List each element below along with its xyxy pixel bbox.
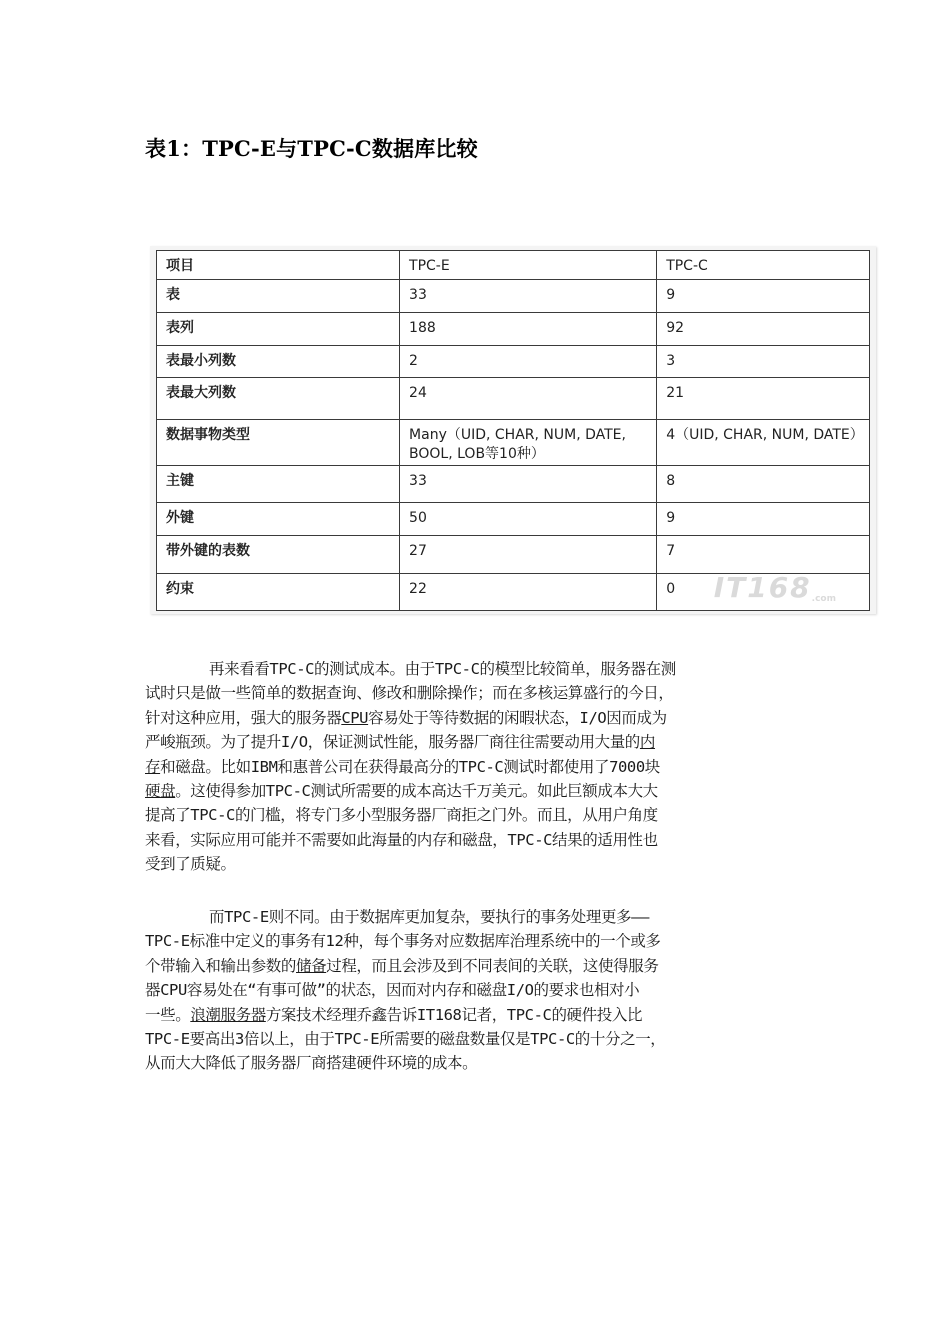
row-tpce-value: 188 [400,313,657,346]
row-tpcc-value: 0 [657,574,870,611]
row-tpcc-value: 9 [657,280,870,313]
link-cpu[interactable]: CPU [341,708,369,727]
row-tpce-value: 33 [400,466,657,503]
row-tpcc-value: 8 [657,466,870,503]
row-tpcc-value: 9 [657,503,870,536]
table-row [157,280,870,313]
link-hard-disk[interactable]: 硬盘 [145,782,176,801]
row-tpcc-value: 92 [657,313,870,346]
row-label: 表 [157,280,400,313]
table-row [157,378,870,420]
row-label: 表最小列数 [157,346,400,378]
link-memory-part1[interactable]: 内 [639,733,656,752]
row-tpcc-value: 4（UID, CHAR, NUM, DATE） [657,420,870,466]
comparison-table-image [150,246,876,614]
page-title: 表1：TPC-E与TPC-C数据库比较 [145,136,478,161]
table-header-row [157,251,870,280]
table-row [157,313,870,346]
row-tpce-value: 2 [400,346,657,378]
row-tpcc-value: 7 [657,536,870,574]
row-tpcc-value: 21 [657,378,870,420]
row-tpcc-value: 3 [657,346,870,378]
row-label: 约束 [157,574,400,611]
row-tpce-value: 33 [400,280,657,313]
header-cell-item: 项目 [157,251,400,280]
row-tpce-value: Many（UID, CHAR, NUM, DATE, BOOL, LOB等10种） [400,420,657,466]
it168-watermark-logo: IT168.com [713,571,836,604]
table-row [157,536,870,574]
row-label: 主键 [157,466,400,503]
row-tpce-value: 22 [400,574,657,611]
table-row [157,466,870,503]
row-label: 数据事物类型 [157,420,400,466]
link-stored-procedure[interactable]: 储备 [296,956,327,975]
table-row [157,346,870,378]
row-label: 表最大列数 [157,378,400,420]
row-label: 带外键的表数 [157,536,400,574]
comparison-table [156,250,870,611]
link-inspur-server[interactable]: 浪潮服务器 [190,1005,266,1024]
paragraph-tpcc-cost: 再来看看TPC-C的测试成本。由于TPC-C的模型比较简单，服务器在测 试时只是做一些简单的数据查询、修改和删除操作；而在多核运算盛行的今日， 针对这种应用，强大的服务器CPU容易处于等待数据的闲暇状态，I/O因而成为 严峻瓶颈。为了提升I/O，保证测试性能，服务器厂商往往需要动用大量的内 存和磁盘。比如IBM和惠普公司在获得最高分的TPC-C测试时都使用了7000块 硬盘。这使得参加TPC-C测试所需要的成本高达千万美元。如此巨额成本大大 提高了TPC-C的门槛，将专门多小型服务器厂商拒之门外。而且，从用户角度 来看，实际应用可能并不需要如此海量的内存和磁盘，TPC-C结果的适用性也 受到了质疑。 [145,660,676,874]
row-tpce-value: 24 [400,378,657,420]
table-row [157,420,870,466]
header-cell-tpce: TPC-E [400,251,657,280]
link-memory-part2[interactable]: 存 [145,757,161,776]
table-row [157,503,870,536]
paragraph-tpce-difference: 而TPC-E则不同。由于数据库更加复杂，要执行的事务处理更多—— TPC-E标准中定义的事务有12种，每个事务对应数据库治理系统中的一个或多 个带输入和输出参数的储备过程，而且会涉及到不同表间的关联，这使得服务 器CPU容易处在“有事可做”的状态，因而对内存和磁盘I/O的要求也相对小 一些。浪潮服务器方案技术经理乔鑫告诉IT168记者，TPC-C的硬件投入比 TPC-E要高出3倍以上，由于TPC-E所需要的磁盘数量仅是TPC-C的十分之一， 从而大大降低了服务器厂商搭建硬件环境的成本。 [145,908,666,1073]
row-tpce-value: 27 [400,536,657,574]
row-label: 外键 [157,503,400,536]
header-cell-tpcc: TPC-C [657,251,870,280]
row-label: 表列 [157,313,400,346]
row-tpce-value: 50 [400,503,657,536]
